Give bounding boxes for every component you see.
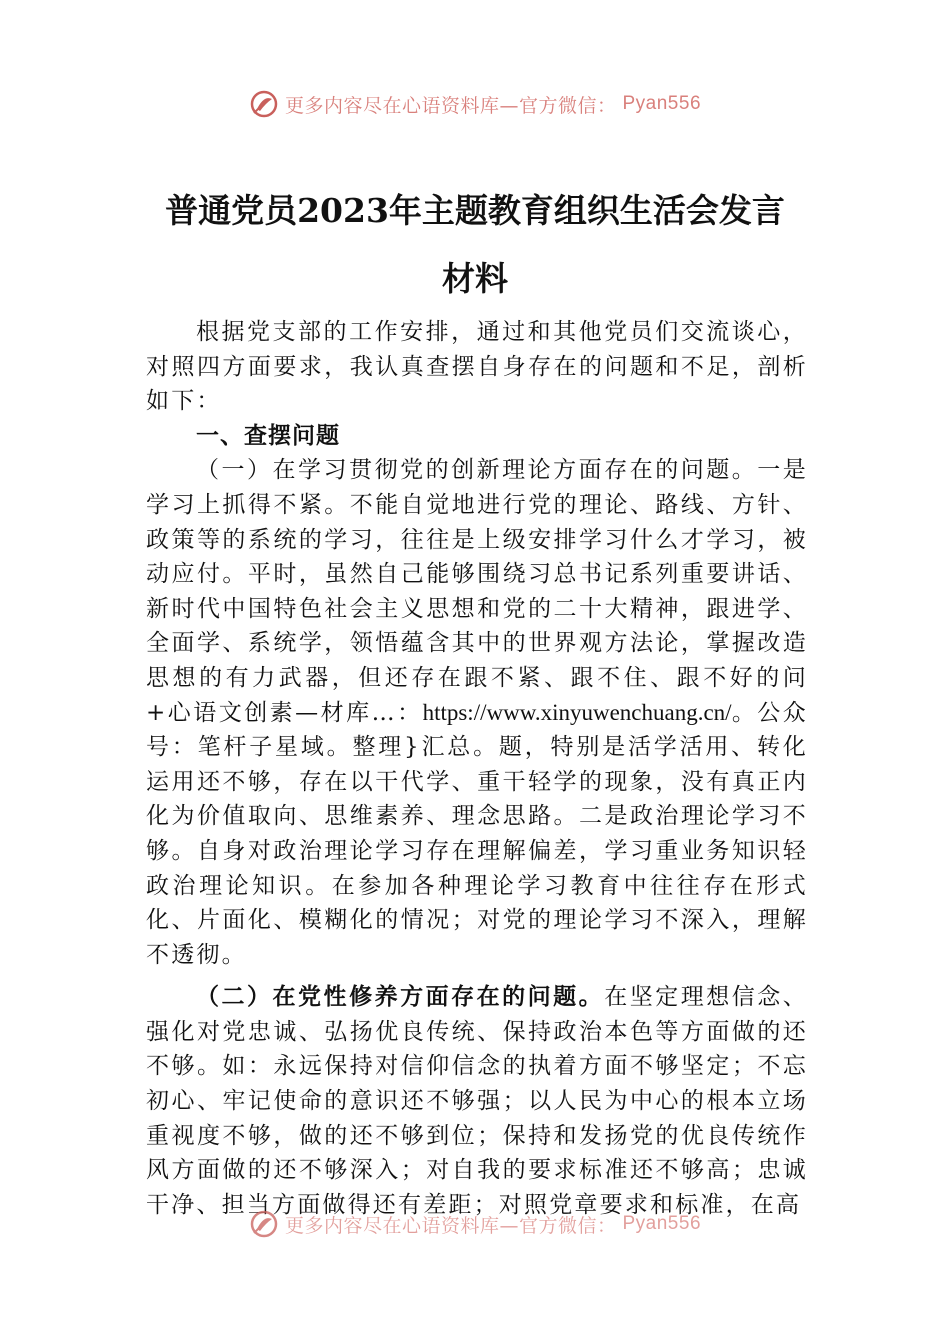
watermark-top bbox=[0, 84, 950, 124]
watermark-bottom bbox=[0, 1204, 950, 1244]
watermark-id: Pyan556 bbox=[622, 1213, 702, 1234]
page-title-line2: 材料 bbox=[442, 259, 508, 298]
watermark-id: Pyan556 bbox=[622, 93, 702, 114]
page-title-line1: 普通党员2023年主题教育组织生活会发言 bbox=[165, 191, 785, 230]
watermark-text: 更多内容尽在心语资料库—官方微信： bbox=[284, 1214, 617, 1237]
paragraph-study-part2: 。公众号：笔杆子星域。整理}汇总。题，特别是活学活用、转化运用还不够，存在以干代学、重干轻学的现象，没有真正内化为价值取向、思维素养、理念思路。二是政治理论学习不够。自身对政治理论学习存在理解偏差，学习重业务知识轻政治理论知识。在参加各种理论学习教育中往往存在形式化、片面化、模糊化的情况；对党的理论学习不深入，理解不透彻。 bbox=[146, 699, 808, 968]
watermark-logo-icon bbox=[249, 1209, 279, 1239]
section-heading: 一、查摆问题 bbox=[196, 422, 340, 449]
paragraph-study-part1: （一）在学习贯彻党的创新理论方面存在的问题。一是学习上抓得不紧。不能自觉地进行党的理论、路线、方针、政策等的系统的学习，往往是上级安排学习什么才学习，被动应付。平时，虽然自己能够围绕习总书记系列重要讲话、新时代中国特色社会主义思想和党的二十大精神，跟进学、全面学、系统学，领悟蕴含其中的世界观方法论，掌握改造思想的有力武器，但还存在跟不紧、跟不住、跟不好的问+心语文创素—材库…： bbox=[146, 457, 808, 726]
paragraph-party-spirit-heading: （二）在党性修养方面存在的问题。 bbox=[196, 983, 605, 1011]
watermark-logo-icon bbox=[249, 89, 279, 119]
source-url: https://www.xinyuwenchuang.cn/ bbox=[422, 699, 732, 725]
paragraph-party-spirit bbox=[146, 980, 808, 1222]
watermark-text: 更多内容尽在心语资料库—官方微信： bbox=[284, 94, 617, 117]
document-body bbox=[146, 315, 808, 1222]
paragraph-study bbox=[146, 453, 808, 972]
paragraph-party-spirit-body: 在坚定理想信念、强化对党忠诚、弘扬优良传统、保持政治本色等方面做的还不够。如：永远保持对信仰信念的执着方面不够坚定；不忘初心、牢记使命的意识还不够强；以人民为中心的根本立场重视度不够，做的还不够到位；保持和发扬党的优良传统作风方面做的还不够深入；对自我的要求标准还不够高；忠诚干净、担当方面做得还有差距；对照党章要求和标准，在高 bbox=[146, 984, 808, 1218]
intro-paragraph: 根据党支部的工作安排，通过和其他党员们交流谈心，对照四方面要求，我认真查摆自身存在的问题和不足，剖析如下： bbox=[146, 319, 808, 415]
